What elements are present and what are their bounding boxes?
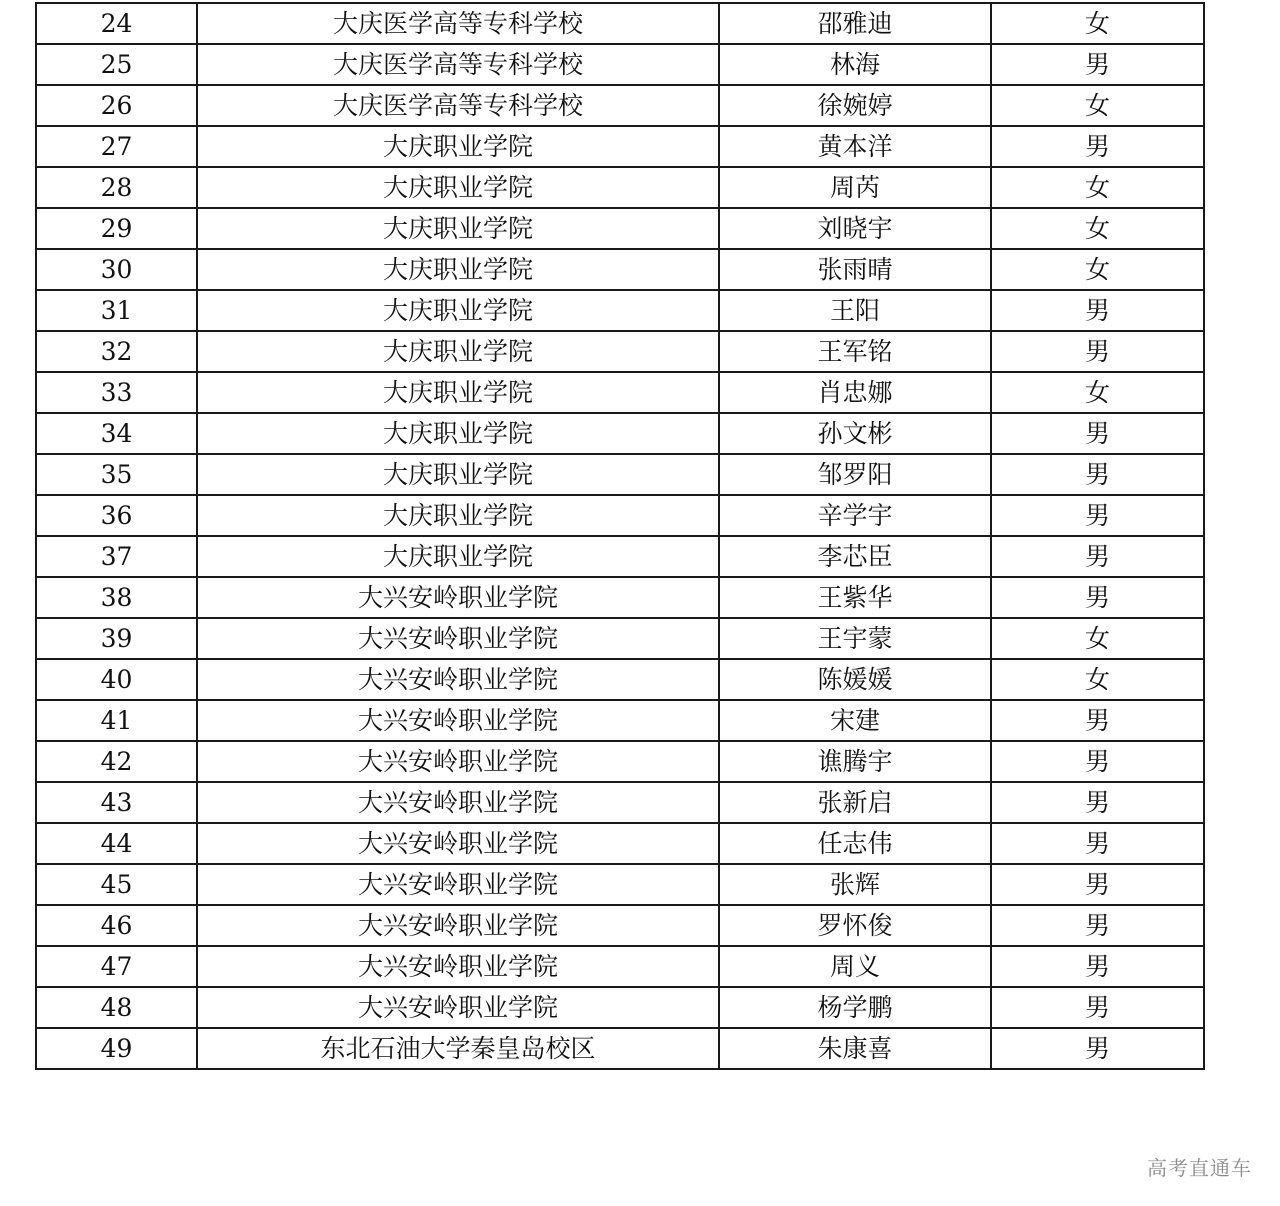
student-roster-table xyxy=(35,2,1205,1070)
student-name-cell: 张辉 xyxy=(719,864,991,905)
row-number-cell: 28 xyxy=(36,167,197,208)
student-name-cell: 李芯臣 xyxy=(719,536,991,577)
gender-cell: 男 xyxy=(991,495,1204,536)
school-cell: 大兴安岭职业学院 xyxy=(197,782,719,823)
gender-cell: 男 xyxy=(991,577,1204,618)
school-cell: 大庆职业学院 xyxy=(197,536,719,577)
student-name-cell: 任志伟 xyxy=(719,823,991,864)
school-cell: 大兴安岭职业学院 xyxy=(197,823,719,864)
row-number-cell: 41 xyxy=(36,700,197,741)
student-name-cell: 周义 xyxy=(719,946,991,987)
row-number-cell: 49 xyxy=(36,1028,197,1069)
student-name-cell: 王阳 xyxy=(719,290,991,331)
table-row xyxy=(36,741,1204,782)
row-number-cell: 24 xyxy=(36,3,197,44)
student-name-cell: 宋建 xyxy=(719,700,991,741)
student-name-cell: 辛学宇 xyxy=(719,495,991,536)
student-name-cell: 周芮 xyxy=(719,167,991,208)
table-row xyxy=(36,823,1204,864)
gender-cell: 男 xyxy=(991,536,1204,577)
gender-cell: 男 xyxy=(991,290,1204,331)
student-name-cell: 朱康喜 xyxy=(719,1028,991,1069)
school-cell: 大庆职业学院 xyxy=(197,290,719,331)
student-name-cell: 谯腾宇 xyxy=(719,741,991,782)
table-row xyxy=(36,987,1204,1028)
gender-cell: 女 xyxy=(991,618,1204,659)
school-cell: 大兴安岭职业学院 xyxy=(197,659,719,700)
gender-cell: 女 xyxy=(991,167,1204,208)
table-row xyxy=(36,659,1204,700)
row-number-cell: 35 xyxy=(36,454,197,495)
gender-cell: 女 xyxy=(991,208,1204,249)
student-name-cell: 张新启 xyxy=(719,782,991,823)
school-cell: 大庆职业学院 xyxy=(197,249,719,290)
student-name-cell: 张雨晴 xyxy=(719,249,991,290)
student-name-cell: 王军铭 xyxy=(719,331,991,372)
school-cell: 大庆医学高等专科学校 xyxy=(197,3,719,44)
gender-cell: 男 xyxy=(991,741,1204,782)
gender-cell: 女 xyxy=(991,85,1204,126)
table-row xyxy=(36,495,1204,536)
row-number-cell: 25 xyxy=(36,44,197,85)
watermark-text: 高考直通车 xyxy=(1147,1156,1252,1180)
gender-cell: 男 xyxy=(991,700,1204,741)
table-row xyxy=(36,208,1204,249)
gender-cell: 女 xyxy=(991,372,1204,413)
table-row xyxy=(36,3,1204,44)
row-number-cell: 43 xyxy=(36,782,197,823)
table-row xyxy=(36,946,1204,987)
row-number-cell: 46 xyxy=(36,905,197,946)
table-row xyxy=(36,700,1204,741)
school-cell: 大庆职业学院 xyxy=(197,208,719,249)
gender-cell: 男 xyxy=(991,126,1204,167)
student-name-cell: 罗怀俊 xyxy=(719,905,991,946)
table-row xyxy=(36,413,1204,454)
gender-cell: 男 xyxy=(991,864,1204,905)
school-cell: 大兴安岭职业学院 xyxy=(197,618,719,659)
school-cell: 大兴安岭职业学院 xyxy=(197,700,719,741)
row-number-cell: 44 xyxy=(36,823,197,864)
student-name-cell: 陈媛媛 xyxy=(719,659,991,700)
student-name-cell: 邵雅迪 xyxy=(719,3,991,44)
row-number-cell: 37 xyxy=(36,536,197,577)
roster-body xyxy=(36,3,1204,1069)
school-cell: 大庆医学高等专科学校 xyxy=(197,44,719,85)
gender-cell: 男 xyxy=(991,454,1204,495)
table-row xyxy=(36,454,1204,495)
school-cell: 大庆职业学院 xyxy=(197,126,719,167)
table-row xyxy=(36,167,1204,208)
student-name-cell: 王宇蒙 xyxy=(719,618,991,659)
row-number-cell: 42 xyxy=(36,741,197,782)
student-name-cell: 黄本洋 xyxy=(719,126,991,167)
school-cell: 大兴安岭职业学院 xyxy=(197,946,719,987)
school-cell: 大兴安岭职业学院 xyxy=(197,741,719,782)
gender-cell: 女 xyxy=(991,249,1204,290)
school-cell: 大庆医学高等专科学校 xyxy=(197,85,719,126)
school-cell: 大庆职业学院 xyxy=(197,495,719,536)
student-name-cell: 孙文彬 xyxy=(719,413,991,454)
table-row xyxy=(36,85,1204,126)
table-row xyxy=(36,782,1204,823)
gender-cell: 男 xyxy=(991,905,1204,946)
student-name-cell: 王紫华 xyxy=(719,577,991,618)
table-row xyxy=(36,536,1204,577)
table-row xyxy=(36,249,1204,290)
gender-cell: 男 xyxy=(991,44,1204,85)
gender-cell: 男 xyxy=(991,782,1204,823)
student-name-cell: 林海 xyxy=(719,44,991,85)
school-cell: 大兴安岭职业学院 xyxy=(197,905,719,946)
row-number-cell: 30 xyxy=(36,249,197,290)
school-cell: 大兴安岭职业学院 xyxy=(197,577,719,618)
row-number-cell: 36 xyxy=(36,495,197,536)
school-cell: 大庆职业学院 xyxy=(197,167,719,208)
table-row xyxy=(36,905,1204,946)
row-number-cell: 31 xyxy=(36,290,197,331)
row-number-cell: 45 xyxy=(36,864,197,905)
gender-cell: 男 xyxy=(991,413,1204,454)
school-cell: 大庆职业学院 xyxy=(197,372,719,413)
table-row xyxy=(36,290,1204,331)
table-row xyxy=(36,577,1204,618)
school-cell: 大庆职业学院 xyxy=(197,454,719,495)
row-number-cell: 47 xyxy=(36,946,197,987)
table-row xyxy=(36,331,1204,372)
table-row xyxy=(36,44,1204,85)
student-name-cell: 徐婉婷 xyxy=(719,85,991,126)
school-cell: 大庆职业学院 xyxy=(197,331,719,372)
gender-cell: 男 xyxy=(991,946,1204,987)
gender-cell: 男 xyxy=(991,1028,1204,1069)
row-number-cell: 38 xyxy=(36,577,197,618)
table-row xyxy=(36,1028,1204,1069)
table-row xyxy=(36,372,1204,413)
row-number-cell: 33 xyxy=(36,372,197,413)
table-row xyxy=(36,864,1204,905)
gender-cell: 男 xyxy=(991,987,1204,1028)
school-cell: 大兴安岭职业学院 xyxy=(197,987,719,1028)
table-row xyxy=(36,126,1204,167)
school-cell: 大兴安岭职业学院 xyxy=(197,864,719,905)
gender-cell: 男 xyxy=(991,331,1204,372)
row-number-cell: 39 xyxy=(36,618,197,659)
gender-cell: 女 xyxy=(991,3,1204,44)
row-number-cell: 29 xyxy=(36,208,197,249)
gender-cell: 男 xyxy=(991,823,1204,864)
row-number-cell: 34 xyxy=(36,413,197,454)
school-cell: 东北石油大学秦皇岛校区 xyxy=(197,1028,719,1069)
row-number-cell: 40 xyxy=(36,659,197,700)
table-row xyxy=(36,618,1204,659)
row-number-cell: 26 xyxy=(36,85,197,126)
school-cell: 大庆职业学院 xyxy=(197,413,719,454)
gender-cell: 女 xyxy=(991,659,1204,700)
student-name-cell: 刘晓宇 xyxy=(719,208,991,249)
row-number-cell: 48 xyxy=(36,987,197,1028)
student-name-cell: 邹罗阳 xyxy=(719,454,991,495)
student-name-cell: 杨学鹏 xyxy=(719,987,991,1028)
student-name-cell: 肖忠娜 xyxy=(719,372,991,413)
row-number-cell: 32 xyxy=(36,331,197,372)
row-number-cell: 27 xyxy=(36,126,197,167)
